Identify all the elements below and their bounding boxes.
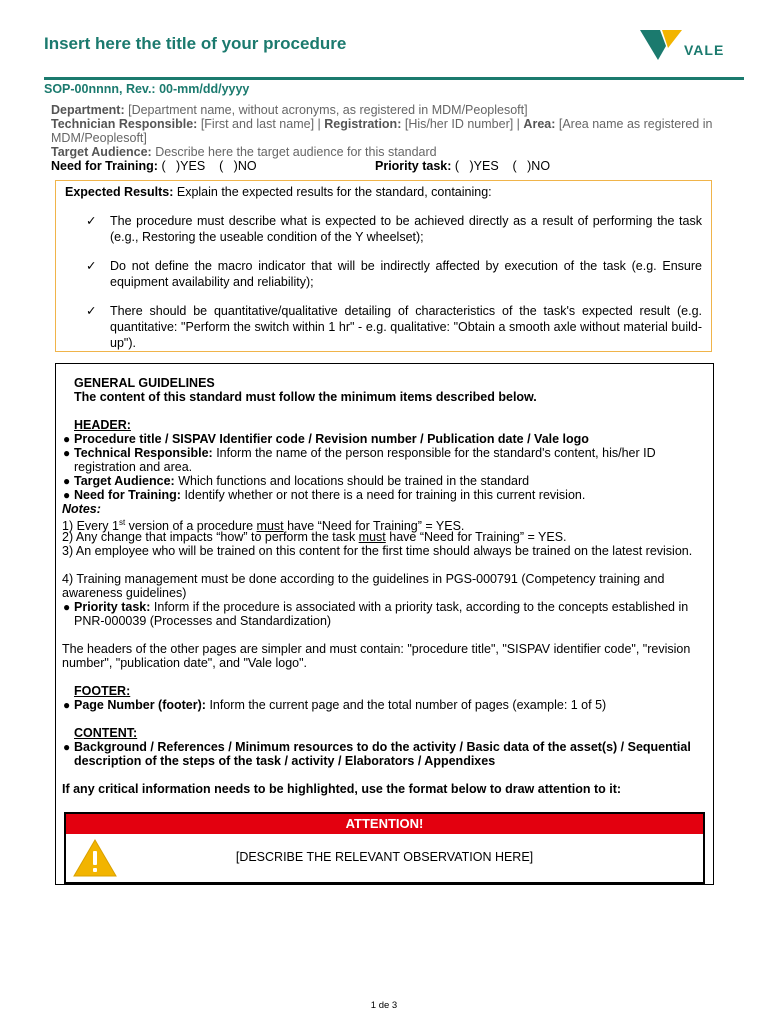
note-4: 4) Training management must be done according to the guidelines in PGS-000791 (Competency training and awareness guidelines)	[62, 572, 665, 600]
header-heading: HEADER:	[74, 418, 131, 432]
list-item-label: Technical Responsible:	[74, 446, 213, 460]
logo-text: VALE	[684, 42, 725, 58]
list-item-text: Background / References / Minimum resources to do the activity / Basic data of the asset(s) / Sequential description of the steps of the task / activity / Elaborators / Appendixes	[74, 740, 691, 768]
audience-label: Target Audience:	[51, 145, 152, 159]
expected-results-intro	[65, 184, 702, 200]
attention-title: ATTENTION!	[66, 814, 703, 834]
priority-value: ( )YES ( )NO	[454, 159, 551, 173]
expected-results-label: Expected Results:	[65, 185, 174, 199]
expected-item-text: There should be quantitative/qualitative detailing of characteristics of the task's expected result (e.g. quantitative: "Perform the switch within 1 hr" - e.g. qualitative: "Obtain a smooth axle without material build-up").	[110, 304, 702, 350]
checkmark-icon: ✓	[86, 304, 97, 318]
expected-item-text: The procedure must describe what is expected to be achieved directly as a result of performing the task (e.g., Restoring the useable condition of the Y wheelset);	[110, 214, 702, 244]
list-item-label: Page Number (footer):	[74, 698, 206, 712]
note-emphasis: must	[358, 530, 386, 544]
vale-logo-mark-icon	[638, 26, 684, 62]
audience-value: Describe here the target audience for this standard	[155, 145, 437, 159]
department-row	[51, 103, 731, 117]
bullet-icon: ●	[63, 740, 71, 754]
bullet-icon: ●	[63, 698, 71, 712]
department-value: [Department name, without acronyms, as registered in MDM/Peoplesoft]	[128, 103, 528, 117]
note-superscript: st	[118, 518, 126, 527]
guidelines-title: GENERAL GUIDELINES	[74, 376, 215, 390]
expected-item	[65, 258, 702, 290]
list-item	[62, 600, 703, 628]
other-headers-text: The headers of the other pages are simpler and must contain: "procedure title", "SISPAV identifier code", "revision number", "publication date", and "Vale logo".	[62, 642, 691, 670]
note-text: 2) Any change that impacts “how” to perform the task	[62, 530, 359, 544]
area-value: [Area name as registered in MDM/Peoplesoft]	[51, 117, 713, 145]
footer-heading: FOOTER:	[74, 684, 131, 698]
note-text: have “Need for Training” = YES.	[385, 530, 567, 544]
attention-box	[64, 812, 705, 884]
header-divider	[44, 77, 744, 80]
list-item-text: Which functions and locations should be trained in the standard	[178, 474, 530, 488]
registration-value: [His/her ID number] |	[404, 117, 520, 131]
note-3: 3) An employee who will be trained on this content for the first time should always be trained on the latest revision.	[62, 544, 693, 558]
list-item	[62, 474, 703, 488]
department-label: Department:	[51, 103, 125, 117]
note-text: have “Need for Training” = YES.	[283, 519, 465, 534]
bullet-icon: ●	[63, 432, 71, 446]
note-2	[62, 530, 703, 544]
training-row	[51, 159, 731, 173]
list-item-text: Inform if the procedure is associated with a priority task, according to the concepts established in PNR-000039 (Processes and Standardization)	[74, 600, 689, 628]
list-item	[62, 432, 703, 446]
list-item-label: Need for Training:	[74, 488, 181, 502]
list-item-label: Priority task:	[74, 600, 151, 614]
bullet-icon: ●	[63, 446, 71, 460]
audience-row	[51, 145, 731, 159]
checkmark-icon: ✓	[86, 214, 97, 228]
general-guidelines-box	[55, 363, 714, 885]
content-heading: CONTENT:	[74, 726, 138, 740]
list-item-text: Inform the name of the person responsible for the standard's content, his/her ID registration and area.	[74, 446, 656, 474]
list-item-text: Inform the current page and the total number of pages (example: 1 of 5)	[209, 698, 607, 712]
list-item	[62, 698, 703, 712]
checkmark-icon: ✓	[86, 259, 97, 273]
technician-value: [First and last name] |	[200, 117, 321, 131]
list-item-text: Identify whether or not there is a need for training in this current revision.	[184, 488, 586, 502]
list-item-label: Target Audience:	[74, 474, 175, 488]
bullet-icon: ●	[63, 474, 71, 488]
technician-row	[51, 117, 731, 145]
expected-results-text: Explain the expected results for the standard, containing:	[176, 185, 492, 199]
list-item-text: Procedure title / SISPAV Identifier code / Revision number / Publication date / Vale logo	[74, 432, 589, 446]
page-title: Insert here the title of your procedure	[44, 34, 347, 53]
priority-group	[375, 159, 550, 173]
attention-text: [DESCRIBE THE RELEVANT OBSERVATION HERE]	[235, 850, 534, 864]
expected-results-box	[55, 180, 712, 352]
expected-item-text: Do not define the macro indicator that will be indirectly affected by execution of the task (e.g. Ensure equipment availability and reliability);	[110, 259, 702, 289]
technician-label: Technician Responsible:	[51, 117, 198, 131]
bullet-icon: ●	[63, 600, 71, 614]
priority-label: Priority task:	[375, 159, 452, 173]
note-emphasis: must	[256, 519, 284, 534]
list-item	[62, 488, 703, 502]
bullet-icon: ●	[63, 488, 71, 502]
sop-code: SOP-00nnnn, Rev.: 00-mm/dd/yyyy	[44, 82, 250, 96]
vale-logo	[638, 26, 738, 66]
list-item	[62, 446, 703, 474]
expected-item	[65, 213, 702, 245]
notes-label: Notes:	[62, 502, 101, 516]
note-text: version of a procedure	[125, 519, 257, 534]
expected-item	[65, 303, 702, 351]
area-label: Area:	[523, 117, 556, 131]
header-metadata	[51, 103, 731, 173]
list-item	[62, 740, 703, 768]
note-text: 1) Every 1	[62, 519, 119, 534]
training-value: ( )YES ( )NO	[161, 159, 257, 173]
page-number: 1 de 3	[370, 1000, 398, 1011]
guidelines-subtitle: The content of this standard must follow the minimum items described below.	[74, 390, 537, 404]
training-label: Need for Training:	[51, 159, 158, 173]
critical-info-text: If any critical information needs to be highlighted, use the format below to draw attention to it:	[62, 782, 622, 796]
registration-label: Registration:	[324, 117, 402, 131]
